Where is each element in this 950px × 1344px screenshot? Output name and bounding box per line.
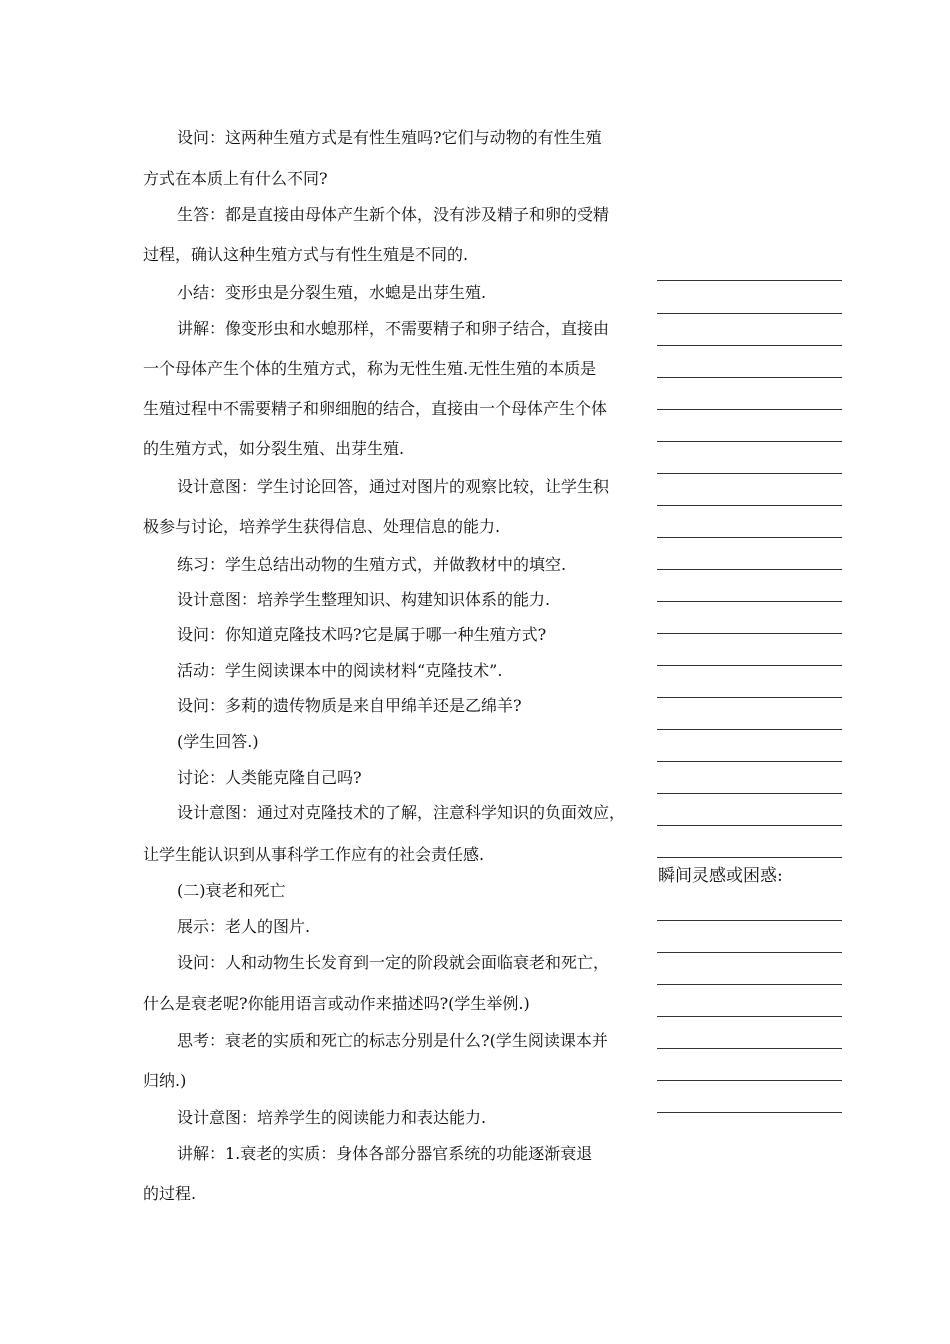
text-line: 练习：学生总结出动物的生殖方式，并做教材中的填空. bbox=[177, 555, 567, 574]
note-rule bbox=[657, 280, 842, 281]
text-line: 小结：变形虫是分裂生殖，水螅是出芽生殖. bbox=[177, 283, 487, 302]
note-rule bbox=[657, 1016, 842, 1017]
note-rule bbox=[657, 697, 842, 698]
note-rule bbox=[657, 537, 842, 538]
text-line: 的生殖方式，如分裂生殖、出芽生殖. bbox=[143, 439, 405, 458]
text-line: 活动：学生阅读课本中的阅读材料“克隆技术”. bbox=[177, 661, 503, 680]
text-line: 一个母体产生个体的生殖方式，称为无性生殖.无性生殖的本质是 bbox=[143, 359, 597, 378]
text-line: 讲解：1.衰老的实质：身体各部分器官系统的功能逐渐衰退 bbox=[177, 1144, 593, 1163]
note-rule bbox=[657, 952, 842, 953]
note-rule bbox=[657, 377, 842, 378]
note-rule bbox=[657, 729, 842, 730]
text-line: 设计意图：学生讨论回答，通过对图片的观察比较，让学生积 bbox=[177, 477, 610, 496]
note-rule bbox=[657, 441, 842, 442]
note-rule bbox=[657, 1048, 842, 1049]
text-line: (二)衰老和死亡 bbox=[177, 881, 286, 900]
note-rule bbox=[657, 473, 842, 474]
note-rule bbox=[657, 569, 842, 570]
note-rule bbox=[657, 1080, 842, 1081]
notes-margin bbox=[657, 0, 843, 1344]
text-line: 设计意图：培养学生整理知识、构建知识体系的能力. bbox=[177, 590, 551, 609]
text-line: 什么是衰老呢?你能用语言或动作来描述吗?(学生举例.) bbox=[143, 994, 530, 1013]
text-line: 极参与讨论，培养学生获得信息、处理信息的能力. bbox=[143, 517, 501, 536]
note-rule bbox=[657, 793, 842, 794]
text-line: 设问：你知道克隆技术吗?它是属于哪一种生殖方式? bbox=[177, 625, 547, 644]
text-line: 生答：都是直接由母体产生新个体，没有涉及精子和卵的受精 bbox=[177, 205, 610, 224]
text-line: 思考：衰老的实质和死亡的标志分别是什么?(学生阅读课本并 bbox=[177, 1031, 608, 1050]
text-line: 讲解：像变形虫和水螅那样，不需要精子和卵子结合，直接由 bbox=[177, 319, 610, 338]
note-rule bbox=[657, 313, 842, 314]
text-line: 设问：人和动物生长发育到一定的阶段就会面临衰老和死亡， bbox=[177, 953, 610, 972]
text-line: 的过程. bbox=[143, 1184, 197, 1203]
note-rule bbox=[657, 857, 842, 858]
note-rule bbox=[657, 920, 842, 921]
inspiration-label: 瞬间灵感或困惑: bbox=[658, 866, 783, 886]
note-rule bbox=[657, 633, 842, 634]
text-line: 方式在本质上有什么不同? bbox=[143, 169, 328, 188]
note-rule bbox=[657, 984, 842, 985]
text-line: 设计意图：通过对克隆技术的了解，注意科学知识的负面效应， bbox=[177, 803, 626, 822]
note-rule bbox=[657, 665, 842, 666]
text-line: 归纳.) bbox=[143, 1071, 187, 1090]
text-line: 让学生能认识到从事科学工作应有的社会责任感. bbox=[143, 845, 485, 864]
text-line: 过程，确认这种生殖方式与有性生殖是不同的. bbox=[143, 245, 469, 264]
text-line: (学生回答.) bbox=[177, 732, 259, 751]
text-line: 展示：老人的图片. bbox=[177, 917, 311, 936]
note-rule bbox=[657, 761, 842, 762]
text-line: 设问：这两种生殖方式是有性生殖吗?它们与动物的有性生殖 bbox=[177, 128, 602, 147]
note-rule bbox=[657, 601, 842, 602]
text-line: 设问：多莉的遗传物质是来自甲绵羊还是乙绵羊? bbox=[177, 696, 522, 715]
text-line: 设计意图：培养学生的阅读能力和表达能力. bbox=[177, 1108, 487, 1127]
note-rule bbox=[657, 345, 842, 346]
note-rule bbox=[657, 825, 842, 826]
note-rule bbox=[657, 1112, 842, 1113]
text-line: 生殖过程中不需要精子和卵细胞的结合，直接由一个母体产生个体 bbox=[143, 399, 608, 418]
note-rule bbox=[657, 409, 842, 410]
text-line: 讨论：人类能克隆自己吗? bbox=[177, 768, 362, 787]
note-rule bbox=[657, 505, 842, 506]
